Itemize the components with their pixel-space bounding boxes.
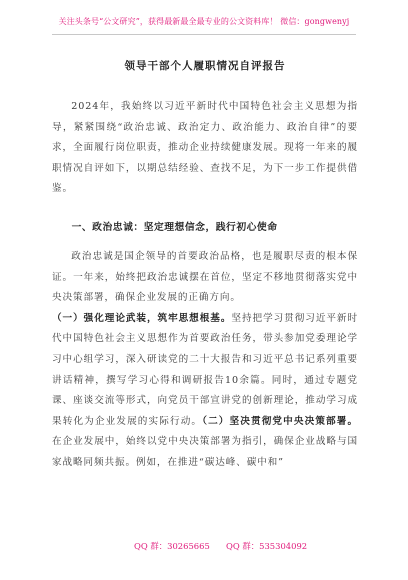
subsection-text: 在企业发展中，始终以党中央决策部署为指引，确保企业战略与国家战略同频共振。例如，在推进“碳达峰、碳中和” [52, 436, 358, 468]
subsection-heading: （二）坚决贯彻党中央决策部署。 [202, 415, 358, 427]
section-heading: 一、政治忠诚：坚定理想信念，践行初心使命 [71, 221, 278, 233]
subsection-heading: （一）强化理论武装，筑牢思想根基。 [52, 312, 232, 324]
section-paragraph: 政治忠诚是国企领导的首要政治品格，也是履职尽责的根本保证。一年来，始终把政治忠诚摆在首位，坚定不移地贯彻落实党中央决策部署，确保企业发展的正确方向。 [52, 250, 358, 304]
subsection-text: 坚持把学习贯彻习近平新时代中国特色社会主义思想作为首要政治任务，带头参加党委理论学习中心组学习，深入研读党的二十大报告和习近平总书记系列重要讲话精神，撰写学习心得和调研报告10余篇。同时，通过专题党课、座谈交流等形式，向党员干部宣讲党的创新理论，推动学习成果转化为企业发展的实际行动。 [52, 312, 358, 427]
document-title: 领导干部个人履职情况自评报告 [124, 60, 286, 72]
document-page [52, 50, 358, 474]
footer [0, 538, 408, 554]
header-banner: 关注头条号“公文研究”，获得最新最全最专业的公文资料库！ 微信：gongwenyj [58, 17, 350, 26]
header-divider [52, 34, 356, 35]
subsection-paragraph [52, 309, 358, 474]
qq-group-2: QQ 群：535304092 [226, 541, 308, 551]
qq-group-1: QQ 群：30265665 [134, 541, 210, 551]
intro-paragraph: 2024年，我始终以习近平新时代中国特色社会主义思想为指导，紧紧围绕“政治忠诚、政治定力、政治能力、政治自律”的要求，全面履行岗位职责，推动企业持续健康发展。现将一年来的履职情况自评如下，以期总结经验、查找不足，为下一步工作提供借鉴。 [52, 101, 358, 195]
